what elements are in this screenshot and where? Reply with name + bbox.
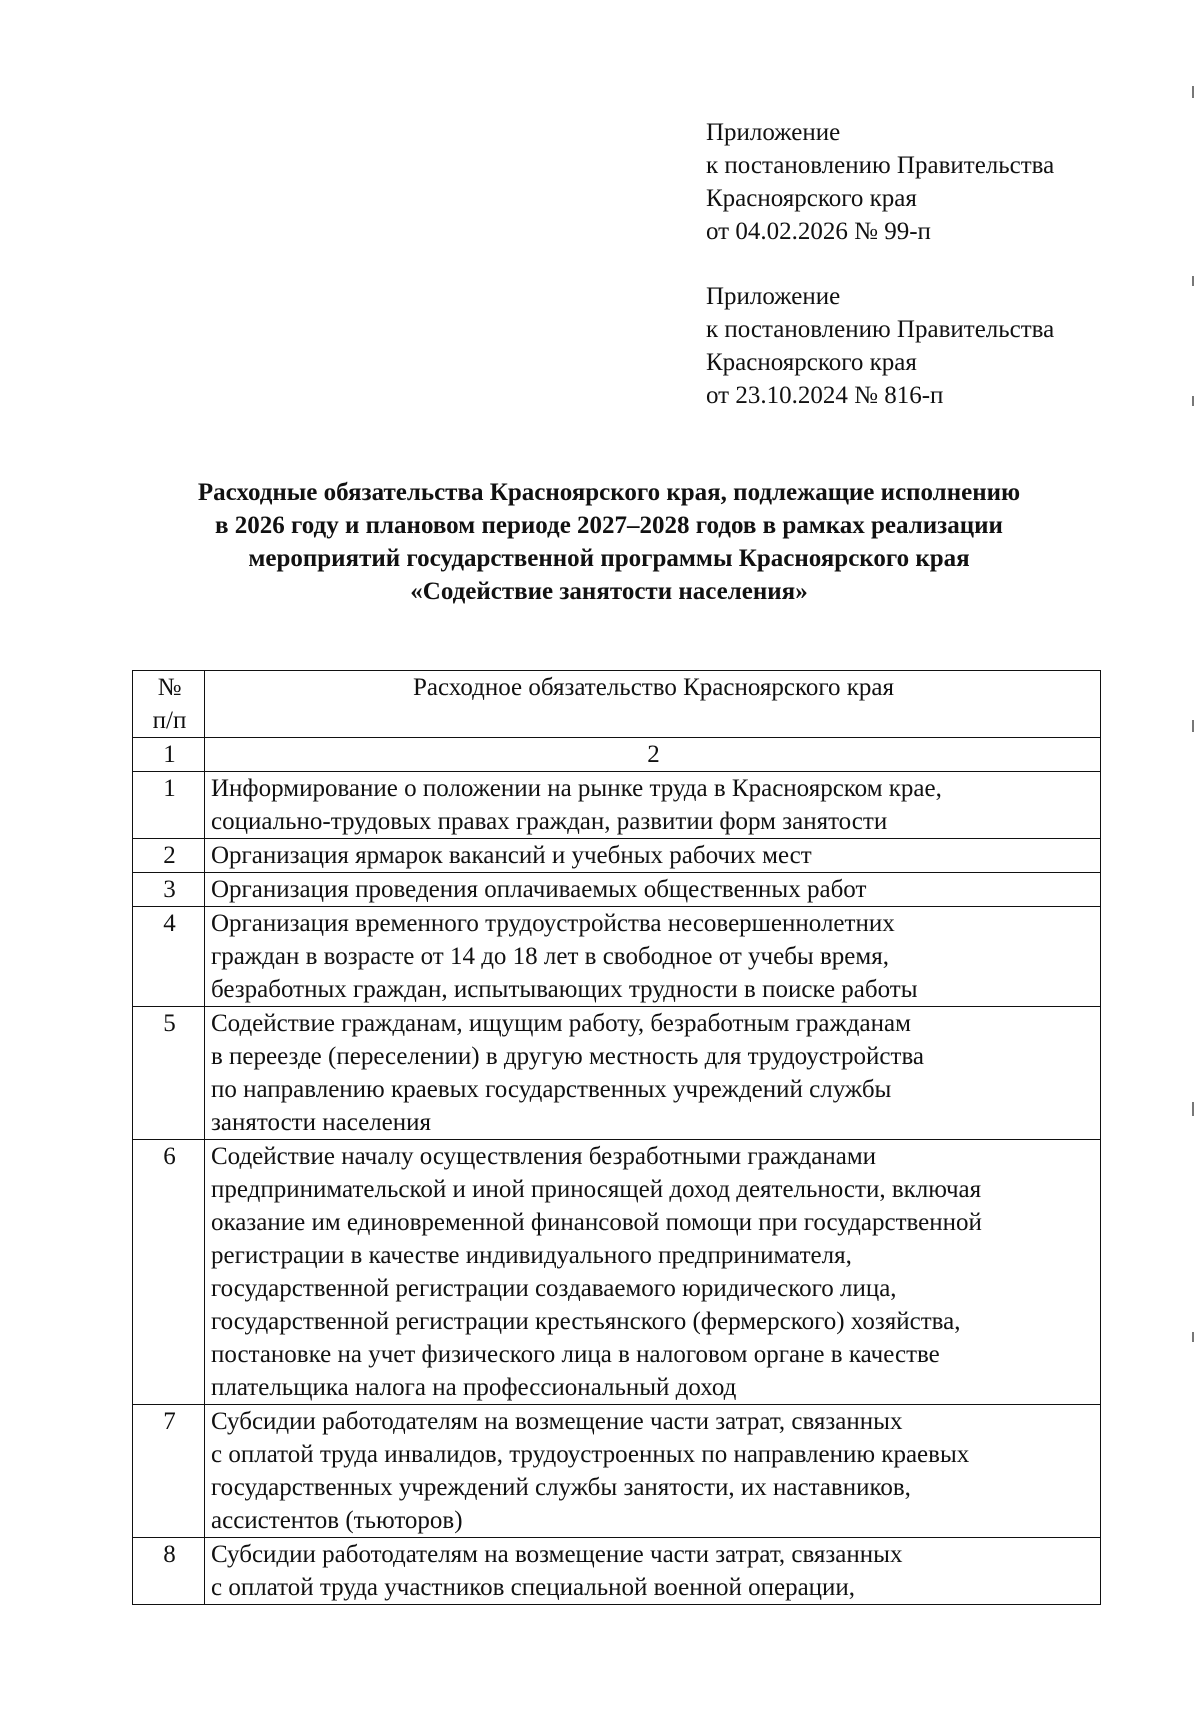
- title-line: Расходные обязательства Красноярского края, подлежащие исполнению: [197, 479, 1021, 506]
- appendix-line: к постановлению Правительства: [706, 316, 1055, 343]
- appendix-line: Красноярского края: [706, 349, 917, 376]
- header-obligation-cell: Расходное обязательство Красноярского края: [205, 671, 1101, 738]
- row-line: Организация проведения оплачиваемых общественных работ: [211, 876, 867, 903]
- row-line: по направлению краевых государственных учреждений службы: [211, 1076, 892, 1103]
- row-number: 6: [133, 1140, 205, 1405]
- header-number-abbr: п/п: [152, 707, 187, 734]
- row-line: Организация ярмарок вакансий и учебных рабочих мест: [211, 842, 812, 869]
- row-line: ассистентов (тьюторов): [211, 1507, 463, 1534]
- appendix-line: к постановлению Правительства: [706, 152, 1055, 179]
- row-line: плательщика налога на профессиональный доход: [211, 1374, 737, 1401]
- row-line: Субсидии работодателям на возмещение части затрат, связанных: [211, 1541, 903, 1568]
- row-number: 2: [133, 839, 205, 873]
- row-obligation-text: [205, 873, 1101, 907]
- scan-edge-mark: [1192, 720, 1194, 732]
- scan-edge-mark: [1192, 276, 1194, 286]
- table-row: [133, 1538, 1101, 1605]
- row-obligation-text: [205, 1405, 1101, 1538]
- scan-edge-mark: [1192, 1332, 1194, 1342]
- table-index-row: [133, 738, 1101, 772]
- document-title: [120, 476, 1098, 608]
- table-header-row: [133, 671, 1101, 738]
- row-number: 8: [133, 1538, 205, 1605]
- obligations-table: [132, 670, 1101, 1605]
- row-line: социально-трудовых правах граждан, развитии форм занятости: [211, 808, 888, 835]
- row-line: Содействие гражданам, ищущим работу, безработным гражданам: [211, 1010, 911, 1037]
- table-row: [133, 772, 1101, 839]
- row-line: безработных граждан, испытывающих трудности в поиске работы: [211, 976, 918, 1003]
- row-number: 4: [133, 907, 205, 1007]
- appendix-block-current: [706, 116, 1054, 248]
- row-number: 1: [133, 772, 205, 839]
- table-row: [133, 873, 1101, 907]
- row-obligation-text: [205, 1007, 1101, 1140]
- row-line: оказание им единовременной финансовой помощи при государственной: [211, 1209, 982, 1236]
- row-line: в переезде (переселении) в другую местность для трудоустройства: [211, 1043, 925, 1070]
- header-number-symbol: №: [157, 674, 182, 701]
- table-row: [133, 1140, 1101, 1405]
- appendix-line: Приложение: [706, 283, 841, 310]
- row-line: граждан в возрасте от 14 до 18 лет в свободное от учебы время,: [211, 943, 889, 970]
- row-line: постановке на учет физического лица в налоговом органе в качестве: [211, 1341, 940, 1368]
- index-cell-1: 1: [133, 738, 205, 772]
- row-obligation-text: [205, 907, 1101, 1007]
- appendix-line: Приложение: [706, 119, 841, 146]
- table-row: [133, 1405, 1101, 1538]
- row-obligation-text: [205, 839, 1101, 873]
- table-row: [133, 907, 1101, 1007]
- row-line: с оплатой труда инвалидов, трудоустроенных по направлению краевых: [211, 1441, 970, 1468]
- table-row: [133, 839, 1101, 873]
- row-line: предпринимательской и иной приносящей доход деятельности, включая: [211, 1176, 982, 1203]
- index-cell-2: 2: [205, 738, 1101, 772]
- row-line: государственной регистрации создаваемого юридического лица,: [211, 1275, 897, 1302]
- title-line: «Содействие занятости населения»: [410, 578, 808, 605]
- row-obligation-text: [205, 1538, 1101, 1605]
- row-line: занятости населения: [211, 1109, 432, 1136]
- row-line: Информирование о положении на рынке труда в Красноярском крае,: [211, 775, 942, 802]
- row-line: Содействие началу осуществления безработными гражданами: [211, 1143, 877, 1170]
- table-body: [133, 772, 1101, 1605]
- table-row: [133, 1007, 1101, 1140]
- appendix-line: Красноярского края: [706, 185, 917, 212]
- scan-edge-mark: [1192, 396, 1194, 406]
- row-number: 7: [133, 1405, 205, 1538]
- row-line: Организация временного трудоустройства несовершеннолетних: [211, 910, 895, 937]
- appendix-line: от 04.02.2026 № 99-п: [706, 218, 931, 245]
- title-line: мероприятий государственной программы Красноярского края: [248, 545, 970, 572]
- title-line: в 2026 году и плановом периоде 2027–2028 годов в рамках реализации: [215, 512, 1003, 539]
- row-number: 3: [133, 873, 205, 907]
- row-line: с оплатой труда участников специальной военной операции,: [211, 1574, 856, 1601]
- row-obligation-text: [205, 772, 1101, 839]
- appendix-line: от 23.10.2024 № 816-п: [706, 382, 944, 409]
- scan-edge-mark: [1192, 86, 1194, 98]
- scan-edge-mark: [1192, 1102, 1194, 1116]
- row-line: государственных учреждений службы занятости, их наставников,: [211, 1474, 911, 1501]
- row-obligation-text: [205, 1140, 1101, 1405]
- row-line: регистрации в качестве индивидуального предпринимателя,: [211, 1242, 852, 1269]
- row-line: Субсидии работодателям на возмещение части затрат, связанных: [211, 1408, 903, 1435]
- row-line: государственной регистрации крестьянского (фермерского) хозяйства,: [211, 1308, 961, 1335]
- header-number-cell: [133, 671, 205, 738]
- row-number: 5: [133, 1007, 205, 1140]
- appendix-block-original: [706, 280, 1054, 412]
